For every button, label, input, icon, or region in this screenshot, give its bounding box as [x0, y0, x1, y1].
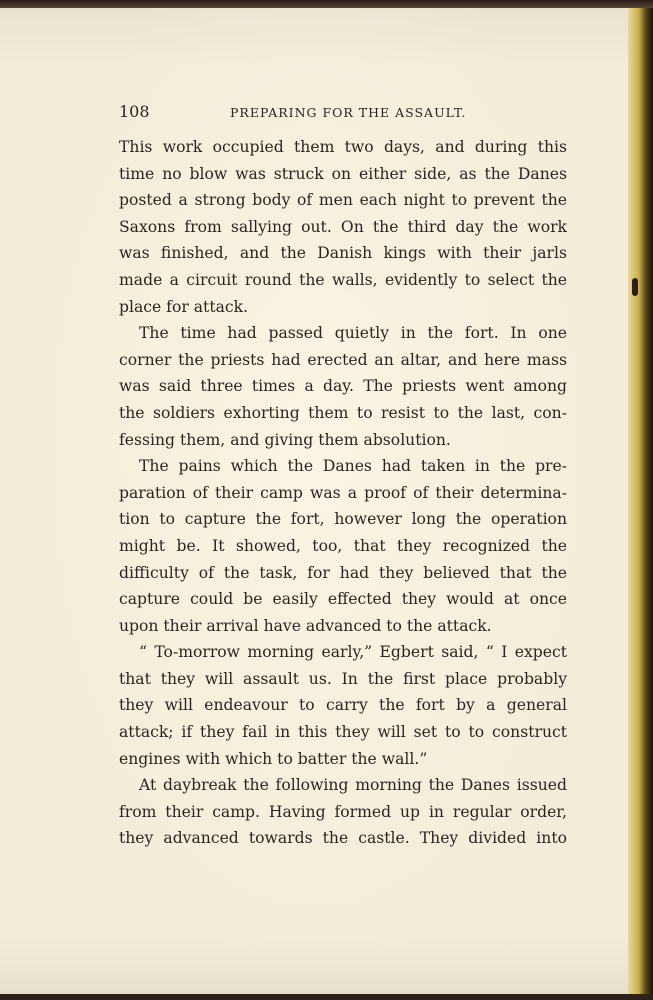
text-line: was said three times a day. The priests went among	[119, 377, 567, 396]
text-line: upon their arrival have advanced to the attack.	[119, 616, 492, 635]
text-line: paration of their camp was a proof of their determina-	[119, 483, 567, 502]
text-line: the soldiers exhorting them to resist to the last, con-	[119, 403, 567, 422]
text-line: Saxons from sallying out. On the third day the work	[119, 217, 567, 236]
text-line: difficulty of the task, for had they believed that the	[119, 563, 567, 582]
text-line: they advanced towards the castle. They divided into	[119, 829, 567, 848]
text-line: was finished, and the Danish kings with their jarls	[119, 244, 567, 263]
text-line: made a circuit round the walls, evidently to select the	[119, 270, 567, 289]
text-line: corner the priests had erected an altar, and here mass	[119, 350, 567, 369]
text-line: “ To-morrow morning early,” Egbert said, “ I expect	[139, 643, 567, 662]
text-line: they will endeavour to carry the fort by a general	[119, 696, 567, 715]
page-bottom-edge	[0, 994, 653, 1000]
body-text	[119, 134, 567, 852]
text-line: from their camp. Having formed up in regular order,	[119, 802, 567, 821]
text-line: posted a strong body of men each night to prevent the	[119, 191, 567, 210]
text-line: capture could be easily effected they would at once	[119, 590, 567, 609]
text-line: At daybreak the following morning the Danes issued	[139, 776, 567, 795]
text-line: might be. It showed, too, that they recognized the	[119, 536, 567, 555]
text-line: engines with which to batter the wall.”	[119, 749, 428, 768]
text-line: that they will assault us. In the first place probably	[119, 669, 567, 688]
text-line: This work occupied them two days, and during this	[119, 138, 567, 156]
chapter-running-title: PREPARING FOR THE ASSAULT.	[230, 105, 467, 120]
text-line: The time had passed quietly in the fort. In one	[139, 324, 567, 343]
edge-mark	[632, 278, 638, 296]
text-line: time no blow was struck on either side, as the Danes	[119, 164, 567, 183]
text-line: The pains which the Danes had taken in the pre-	[139, 457, 567, 476]
running-head	[119, 100, 569, 124]
text-line: fessing them, and giving them absolution.	[119, 430, 451, 449]
text-line: tion to capture the fort, however long the operation	[119, 510, 567, 529]
page-right-edge	[628, 8, 653, 996]
text-line: attack; if they fail in this they will set to to construct	[119, 723, 567, 742]
text-line: place for attack.	[119, 297, 249, 316]
page-number: 108	[119, 102, 150, 121]
